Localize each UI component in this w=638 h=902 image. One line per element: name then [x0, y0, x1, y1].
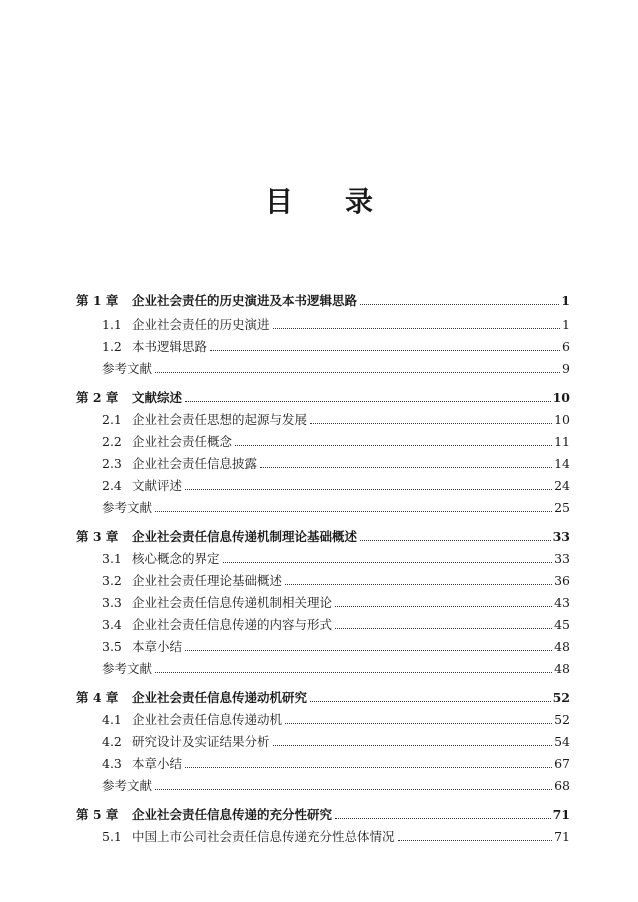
toc-title: 核心概念的界定	[132, 552, 220, 566]
toc-number: 3.4	[102, 618, 122, 632]
toc-number: 2.4	[102, 479, 122, 493]
title-char-2: 录	[345, 185, 374, 218]
toc-section[interactable]	[76, 830, 570, 844]
toc-number: 1.2	[102, 340, 122, 354]
toc-leader-dots	[335, 628, 552, 629]
toc-section[interactable]	[76, 340, 570, 354]
toc-number: 第 1 章	[76, 294, 119, 308]
toc-section[interactable]	[76, 735, 570, 749]
toc-number: 4.3	[102, 757, 122, 771]
toc-leader-dots	[155, 789, 552, 790]
toc-number: 4.1	[102, 713, 122, 727]
toc-references[interactable]	[76, 362, 570, 376]
toc-page-number: 14	[554, 457, 570, 471]
toc-page-number: 36	[554, 574, 570, 588]
toc-page-number: 71	[554, 830, 570, 844]
toc-leader-dots	[285, 584, 552, 585]
toc-references[interactable]	[76, 501, 570, 515]
title-char-1: 目	[264, 185, 293, 218]
toc-section[interactable]	[76, 618, 570, 632]
toc-leader-dots	[360, 304, 559, 305]
toc-leader-dots	[185, 650, 552, 651]
toc-page-number: 33	[552, 530, 570, 544]
toc-title: 本书逻辑思路	[132, 340, 208, 354]
toc-section[interactable]	[76, 713, 570, 727]
toc-leader-dots	[398, 840, 553, 841]
toc-leader-dots	[210, 350, 560, 351]
toc-page-number: 1	[562, 318, 570, 332]
toc-leader-dots	[260, 467, 552, 468]
toc-leader-dots	[360, 540, 551, 541]
toc-section[interactable]	[76, 640, 570, 654]
toc-title: 参考文献	[102, 779, 153, 793]
toc-title: 参考文献	[102, 662, 153, 676]
page-title	[0, 180, 638, 220]
toc-page-number: 43	[554, 596, 570, 610]
toc-leader-dots	[155, 511, 552, 512]
toc-page-number: 6	[562, 340, 570, 354]
toc-leader-dots	[155, 672, 552, 673]
toc-title: 企业社会责任的历史演进及本书逻辑思路	[132, 294, 358, 308]
toc-chapter[interactable]	[76, 808, 570, 822]
toc-section[interactable]	[76, 457, 570, 471]
toc-page-number: 48	[554, 640, 570, 654]
toc-leader-dots	[155, 372, 560, 373]
toc-page-number: 67	[554, 757, 570, 771]
toc-number: 2.1	[102, 413, 122, 427]
toc-references[interactable]	[76, 779, 570, 793]
toc-page-number: 1	[561, 294, 570, 308]
toc-title: 参考文献	[102, 501, 153, 515]
toc-chapter[interactable]	[76, 294, 570, 308]
toc-title: 企业社会责任思想的起源与发展	[132, 413, 308, 427]
toc-section[interactable]	[76, 435, 570, 449]
toc-number: 3.5	[102, 640, 122, 654]
toc-section[interactable]	[76, 574, 570, 588]
toc-leader-dots	[335, 606, 552, 607]
toc-leader-dots	[273, 328, 560, 329]
toc-page-number: 10	[554, 413, 570, 427]
toc-page-number: 11	[554, 435, 570, 449]
toc-chapter[interactable]	[76, 691, 570, 705]
toc-page-number: 24	[554, 479, 570, 493]
toc-title: 中国上市公司社会责任信息传递充分性总体情况	[132, 830, 395, 844]
toc-title: 企业社会责任的历史演进	[132, 318, 270, 332]
toc-page-number: 54	[554, 735, 570, 749]
toc-title: 企业社会责任信息传递的充分性研究	[132, 808, 333, 822]
toc-number: 3.1	[102, 552, 122, 566]
toc-chapter[interactable]	[76, 391, 570, 405]
toc-title: 参考文献	[102, 362, 153, 376]
toc-title: 企业社会责任信息传递的内容与形式	[132, 618, 333, 632]
toc-page-number: 10	[552, 391, 570, 405]
toc-leader-dots	[235, 445, 552, 446]
toc-title: 企业社会责任信息披露	[132, 457, 258, 471]
toc-leader-dots	[223, 562, 553, 563]
toc-title: 文献综述	[132, 391, 183, 405]
toc-title: 企业社会责任信息传递机制理论基础概述	[132, 530, 358, 544]
toc-number: 4.2	[102, 735, 122, 749]
toc-section[interactable]	[76, 757, 570, 771]
toc-leader-dots	[310, 423, 552, 424]
toc-page-number: 68	[554, 779, 570, 793]
toc-page-number: 71	[552, 808, 570, 822]
toc-title: 企业社会责任信息传递机制相关理论	[132, 596, 333, 610]
toc-title: 文献评述	[132, 479, 183, 493]
toc-chapter[interactable]	[76, 530, 570, 544]
toc-page-number: 9	[562, 362, 570, 376]
toc-page-number: 33	[554, 552, 570, 566]
toc-number: 3.3	[102, 596, 122, 610]
toc-title: 企业社会责任理论基础概述	[132, 574, 283, 588]
toc-page-number: 45	[554, 618, 570, 632]
toc-leader-dots	[185, 767, 552, 768]
toc-leader-dots	[185, 489, 552, 490]
toc-leader-dots	[185, 401, 551, 402]
toc-number: 第 3 章	[76, 530, 119, 544]
toc-section[interactable]	[76, 413, 570, 427]
toc-title: 本章小结	[132, 757, 183, 771]
toc-number: 5.1	[102, 830, 122, 844]
toc-title: 企业社会责任信息传递动机	[132, 713, 283, 727]
toc-title: 企业社会责任信息传递动机研究	[132, 691, 308, 705]
toc-number: 2.2	[102, 435, 122, 449]
toc-page-number: 52	[554, 713, 570, 727]
toc-page-number: 25	[554, 501, 570, 515]
toc-section[interactable]	[76, 318, 570, 332]
toc-references[interactable]	[76, 662, 570, 676]
toc-section[interactable]	[76, 596, 570, 610]
toc-number: 1.1	[102, 318, 122, 332]
toc-leader-dots	[285, 723, 552, 724]
toc-leader-dots	[273, 745, 553, 746]
toc-title: 本章小结	[132, 640, 183, 654]
toc-number: 第 5 章	[76, 808, 119, 822]
toc-leader-dots	[310, 701, 551, 702]
toc-leader-dots	[335, 818, 551, 819]
toc-section[interactable]	[76, 479, 570, 493]
toc-page-number: 52	[552, 691, 570, 705]
toc-title: 企业社会责任概念	[132, 435, 233, 449]
toc-number: 2.3	[102, 457, 122, 471]
toc-number: 3.2	[102, 574, 122, 588]
toc-page-number: 48	[554, 662, 570, 676]
toc-number: 第 4 章	[76, 691, 119, 705]
toc-section[interactable]	[76, 552, 570, 566]
toc-number: 第 2 章	[76, 391, 119, 405]
toc-title: 研究设计及实证结果分析	[132, 735, 270, 749]
